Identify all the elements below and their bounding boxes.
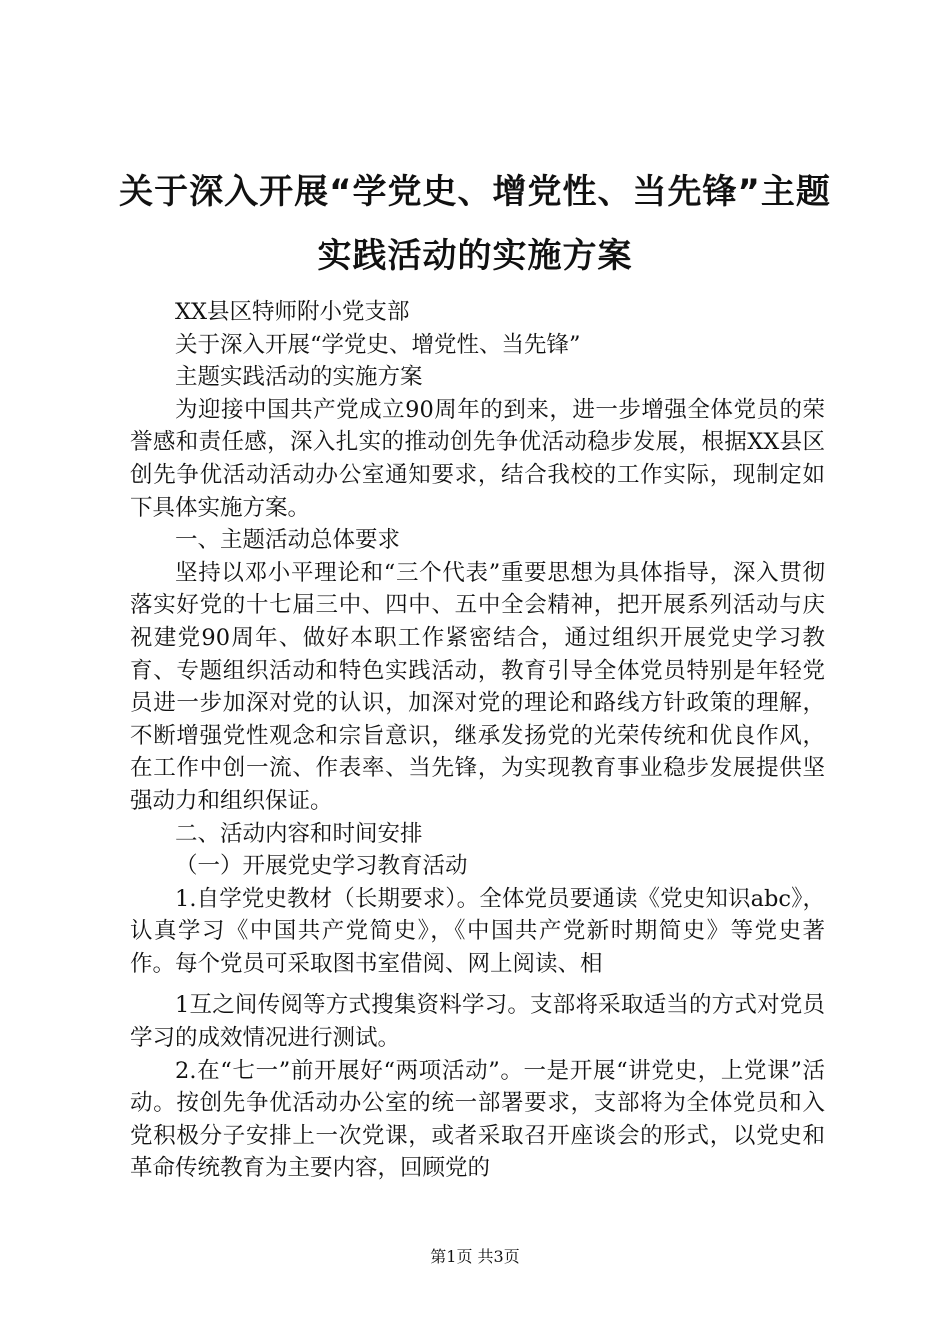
section-heading-2: 二、活动内容和时间安排 (175, 820, 423, 847)
subtitle-line-1: 关于深入开展“学党史、增党性、当先锋” (175, 331, 581, 358)
item-1-paragraph: 1.自学党史教材（长期要求）。全体党员要通读《党史知识abc》，认真学习《中国共产党简史》，《中国共产党新时期简史》等党史著作。每个党员可采取图书室借阅、网上阅读、相 (130, 885, 825, 977)
requirements-paragraph: 坚持以邓小平理论和“三个代表”重要思想为具体指导，深入贯彻落实好党的十七届三中、四中、五中全会精神，把开展系列活动与庆祝建党90周年、做好本职工作紧密结合，通过组织开展党史学习教育、专题组织活动和特色实践活动，教育引导全体党员特别是年轻党员进一步加深对党的认识，加深对党的理论和路线方针政策的理解，不断增强党性观念和宗旨意识，继承发扬党的光荣传统和优良作风，在工作中创一流、作表率、当先锋，为实现教育事业稳步发展提供坚强动力和组织保证。 (130, 559, 825, 814)
subsection-heading-1: （一）开展党史学习教育活动 (175, 853, 468, 880)
section-heading-1: 一、主题活动总体要求 (175, 527, 401, 554)
page-footer: 第1页 共3页 (430, 1247, 520, 1266)
paragraph-gap (130, 980, 825, 989)
document-title: 关于深入开展“学党史、增党性、当先锋”主题实践活动的实施方案 (119, 172, 831, 276)
document-body (130, 296, 825, 1185)
intro-paragraph: 为迎接中国共产党成立90周年的到来，进一步增强全体党员的荣誉感和责任感，深入扎实的推动创先争优活动稳步发展，根据XX县区创先争优活动活动办公室通知要求，结合我校的工作实际，现制定如下具体实施方案。 (130, 396, 825, 521)
item-2-paragraph: 2.在“七一”前开展好“两项活动”。一是开展“讲党史，上党课”活动。按创先争优活动办公室的统一部署要求，支部将为全体党员和入党积极分子安排上一次党课，或者采取召开座谈会的形式，以党史和革命传统教育为主要内容，回顾党的 (130, 1057, 825, 1182)
item-1-continuation: 1互之间传阅等方式搜集资料学习。支部将采取适当的方式对党员学习的成效情况进行测试。 (130, 992, 825, 1052)
school-name: XX县区特师附小党支部 (175, 299, 410, 325)
subtitle-line-2: 主题实践活动的实施方案 (175, 364, 423, 391)
